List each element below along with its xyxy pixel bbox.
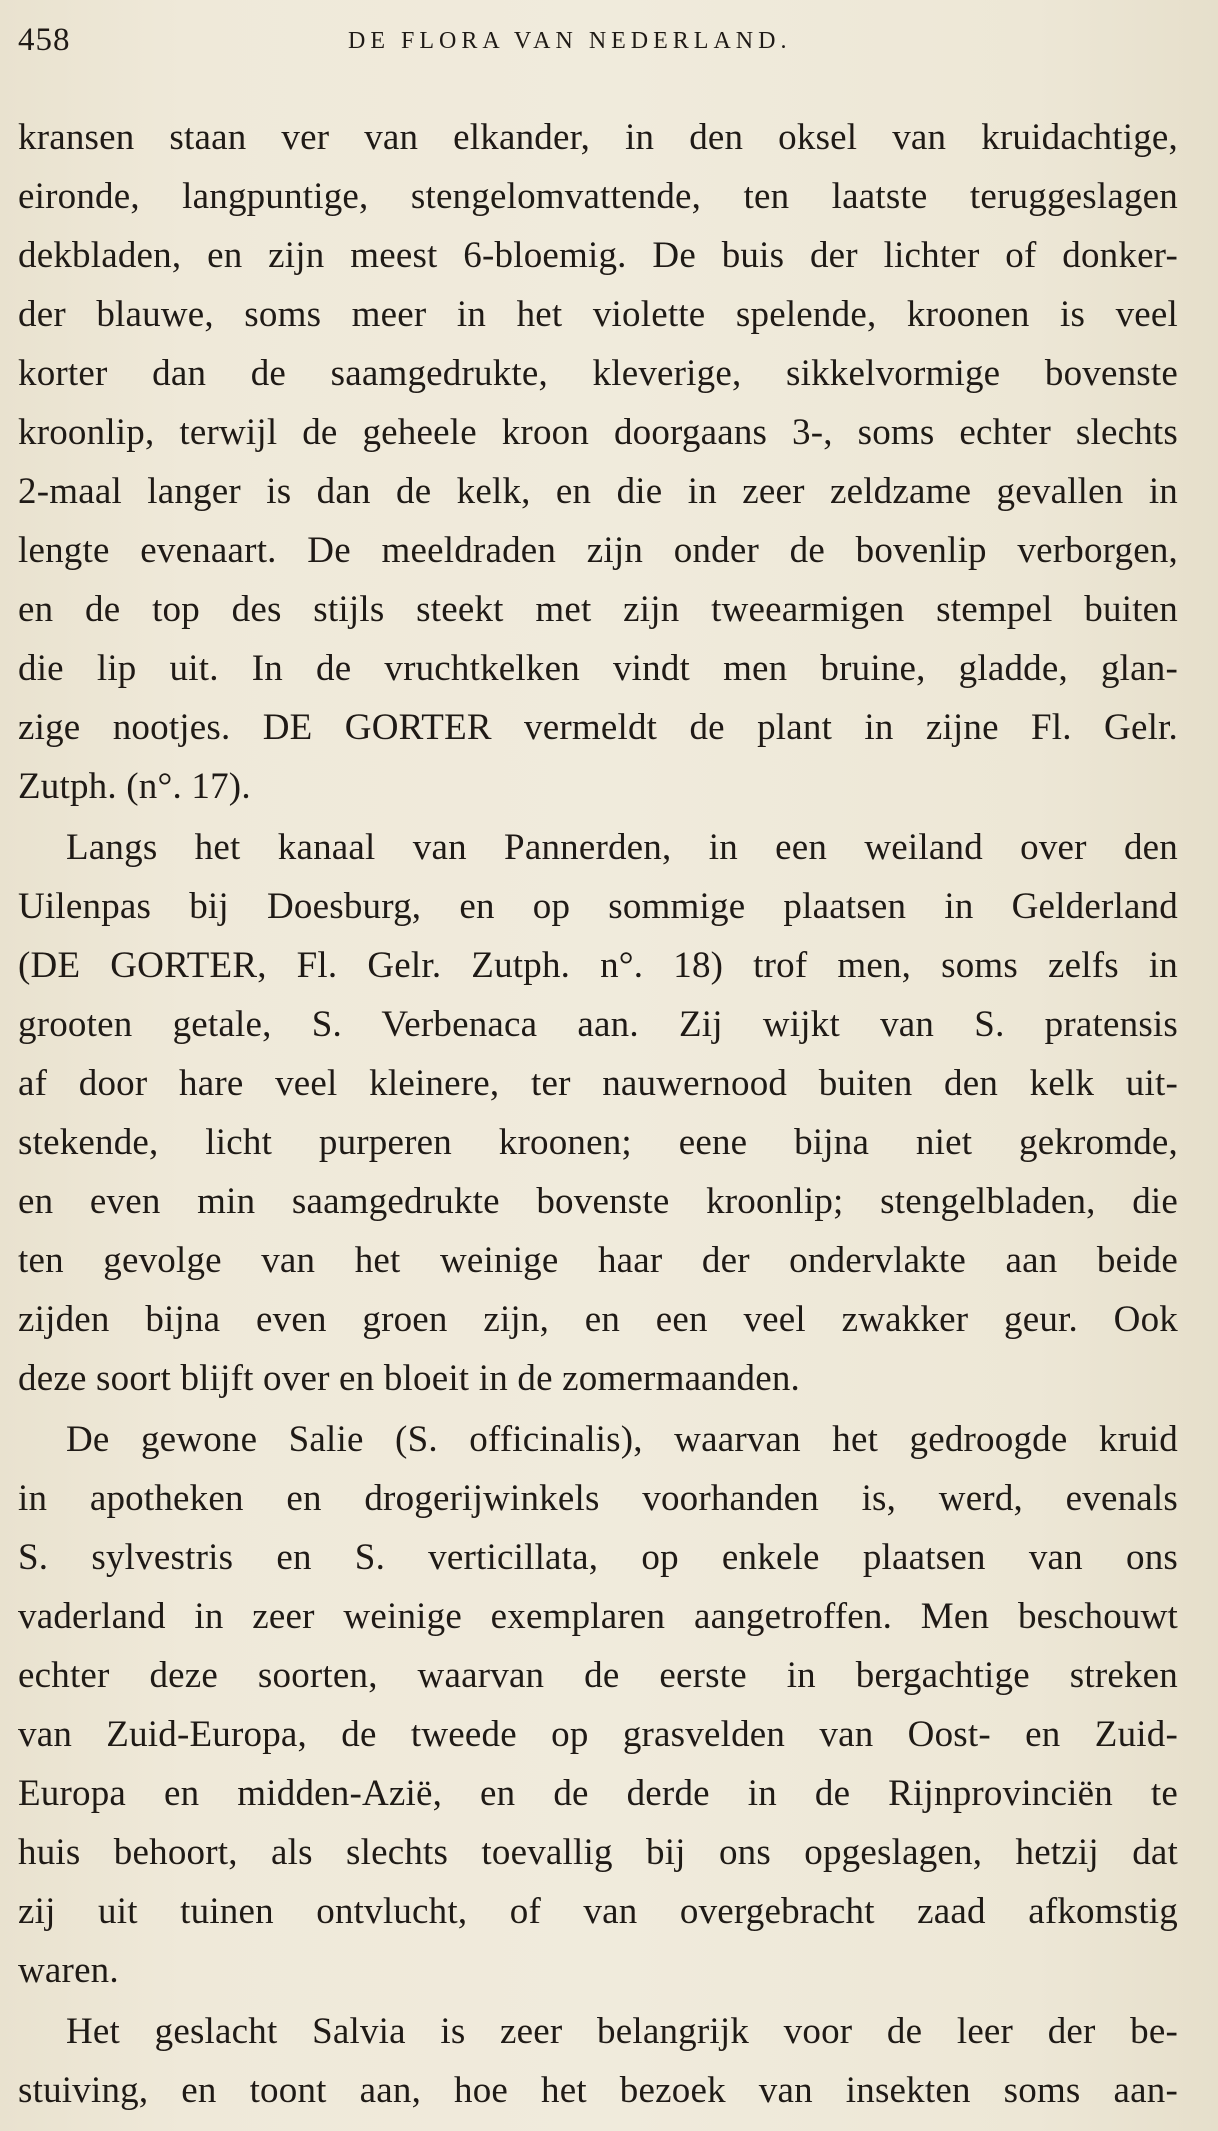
text-line: zij uit tuinen ontvlucht, of van overgebracht zaad afkomstig	[18, 1891, 1178, 1932]
text-line: eironde, langpuntige, stengelomvattende, ten laatste teruggeslagen	[18, 176, 1178, 217]
text-line: in apotheken en drogerijwinkels voorhanden is, werd, evenals	[18, 1478, 1178, 1519]
text-line: De gewone Salie (S. officinalis), waarvan het gedroogde kruid	[66, 1419, 1178, 1460]
text-line: der blauwe, soms meer in het violette spelende, kroonen is veel	[18, 294, 1178, 335]
text-line: waren.	[18, 1950, 119, 1991]
text-line: Uilenpas bij Doesburg, en op sommige plaatsen in Gelderland	[18, 886, 1178, 927]
text-line: ten gevolge van het weinige haar der ondervlakte aan beide	[18, 1240, 1178, 1281]
text-line: kroonlip, terwijl de geheele kroon doorgaans 3-, soms echter slechts	[18, 412, 1178, 453]
text-line: en even min saamgedrukte bovenste kroonlip; stengelbladen, die	[18, 1181, 1178, 1222]
text-line: grooten getale, S. Verbenaca aan. Zij wijkt van S. pratensis	[18, 1004, 1178, 1045]
running-title: DE FLORA VAN NEDERLAND.	[348, 28, 792, 54]
text-line: stekende, licht purperen kroonen; eene bijna niet gekromde,	[18, 1122, 1178, 1163]
text-line: kransen staan ver van elkander, in den oksel van kruidachtige,	[18, 117, 1178, 158]
text-line: S. sylvestris en S. verticillata, op enkele plaatsen van ons	[18, 1537, 1178, 1578]
text-line: die lip uit. In de vruchtkelken vindt men bruine, gladde, glan-	[18, 648, 1178, 689]
text-line: zijden bijna even groen zijn, en een veel zwakker geur. Ook	[18, 1299, 1178, 1340]
text-line: stuiving, en toont aan, hoe het bezoek van insekten soms aan-	[18, 2070, 1178, 2111]
text-line: en de top des stijls steekt met zijn tweearmigen stempel buiten	[18, 589, 1178, 630]
text-line: huis behoort, als slechts toevallig bij ons opgeslagen, hetzij dat	[18, 1832, 1178, 1873]
page-number: 458	[18, 22, 71, 58]
text-line: echter deze soorten, waarvan de eerste in bergachtige streken	[18, 1655, 1178, 1696]
text-line: lengte evenaart. De meeldraden zijn onder de bovenlip verborgen,	[18, 530, 1178, 571]
text-line: van Zuid-Europa, de tweede op grasvelden van Oost- en Zuid-	[18, 1714, 1178, 1755]
text-line: Zutph. (n°. 17).	[18, 766, 251, 807]
text-line: dekbladen, en zijn meest 6-bloemig. De buis der lichter of donker-	[18, 235, 1178, 276]
text-line: zige nootjes. DE GORTER vermeldt de plant in zijne Fl. Gelr.	[18, 707, 1178, 748]
text-line: vaderland in zeer weinige exemplaren aangetroffen. Men beschouwt	[18, 1596, 1178, 1637]
text-line: Langs het kanaal van Pannerden, in een weiland over den	[66, 827, 1178, 868]
text-line: (DE GORTER, Fl. Gelr. Zutph. n°. 18) trof men, soms zelfs in	[18, 945, 1178, 986]
text-line: Europa en midden-Azië, en de derde in de Rijnprovinciën te	[18, 1773, 1178, 1814]
text-line: 2-maal langer is dan de kelk, en die in zeer zeldzame gevallen in	[18, 471, 1178, 512]
page-header	[18, 22, 1188, 62]
text-line: af door hare veel kleinere, ter nauwernood buiten den kelk uit-	[18, 1063, 1178, 1104]
text-line: korter dan de saamgedrukte, kleverige, sikkelvormige bovenste	[18, 353, 1178, 394]
text-line: deze soort blijft over en bloeit in de zomermaanden.	[18, 1358, 800, 1399]
text-line: Het geslacht Salvia is zeer belangrijk voor de leer der be-	[66, 2011, 1178, 2052]
